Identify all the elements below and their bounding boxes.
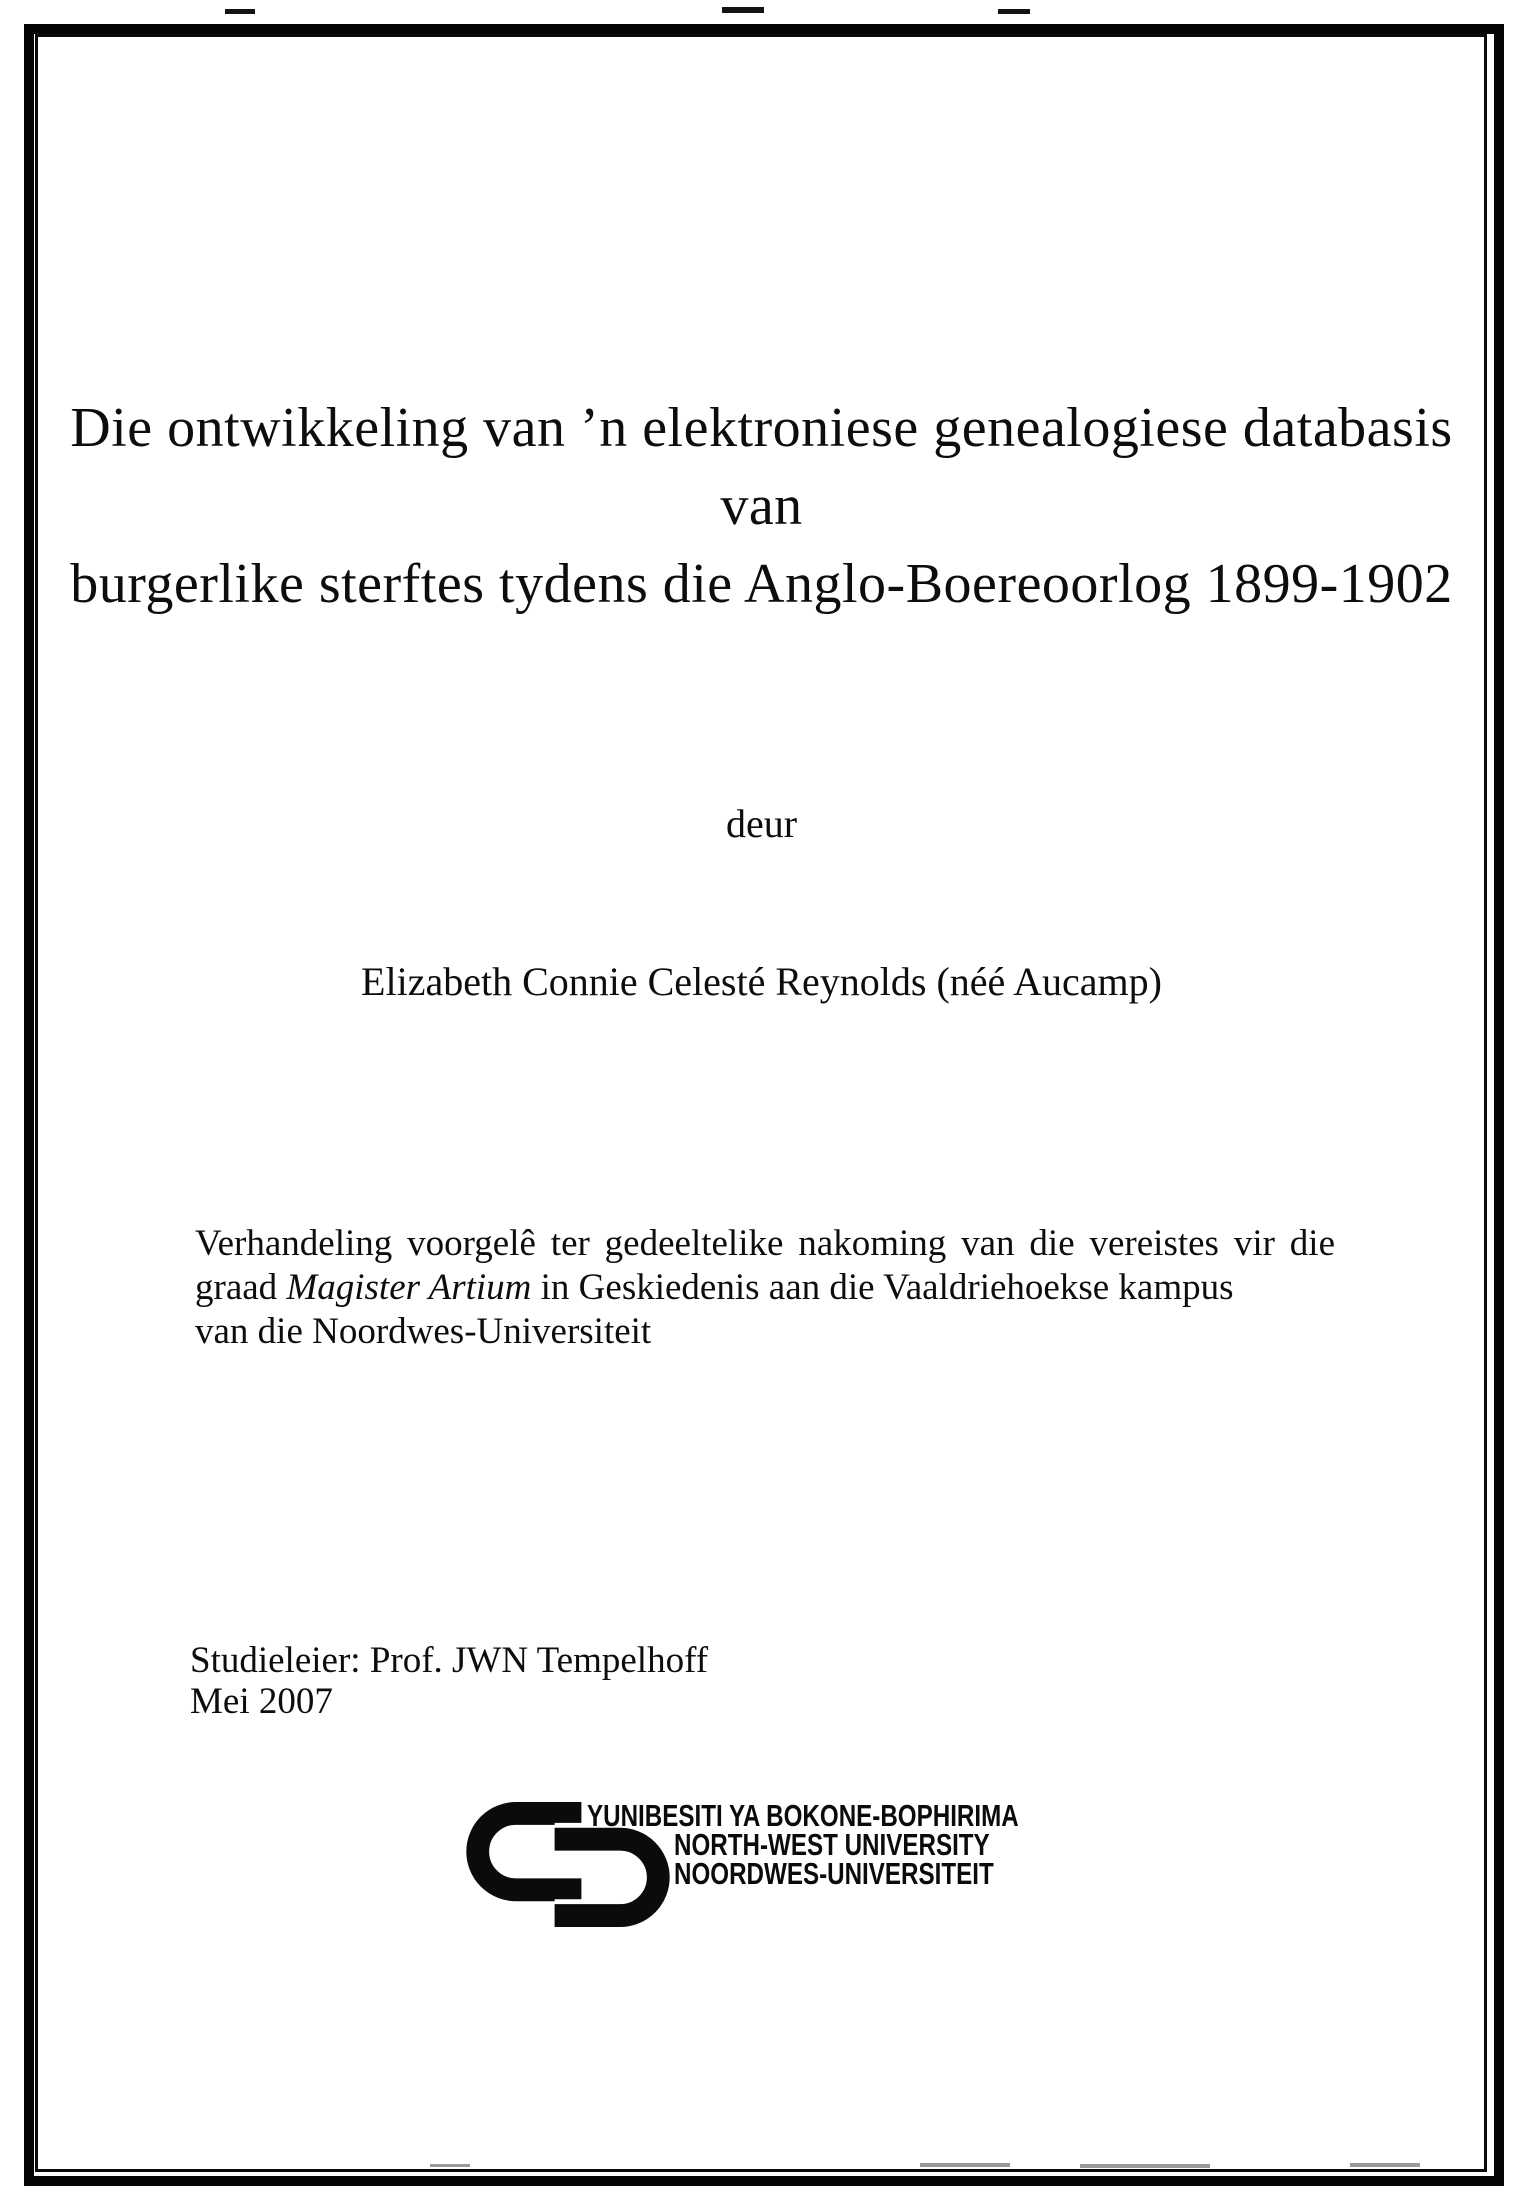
scan-artifact bbox=[998, 9, 1030, 14]
scan-artifact bbox=[722, 7, 764, 13]
submission-line-3: van die Noordwes-Universiteit bbox=[195, 1311, 652, 1352]
supervisor-line: Studieleier: Prof. JWN Tempelhoff bbox=[190, 1640, 709, 1681]
submission-line-2-prefix: graad bbox=[195, 1267, 287, 1308]
scan-artifact bbox=[225, 9, 255, 14]
author-name: Elizabeth Connie Celesté Reynolds (néé Aucamp) bbox=[361, 959, 1162, 1004]
submission-line-1: Verhandeling voorgelê ter gedeeltelike nakoming van die vereistes vir die bbox=[195, 1223, 1335, 1264]
university-name-setswana: YUNIBESITI YA BOKONE-BOPHIRIMA bbox=[587, 1798, 1019, 1833]
byline-label: deur bbox=[725, 801, 798, 846]
submission-line-2-suffix: in Geskiedenis aan die Vaaldriehoekse kampus bbox=[531, 1267, 1234, 1308]
university-name-afrikaans: NOORDWES-UNIVERSITEIT bbox=[674, 1856, 994, 1891]
submission-statement bbox=[195, 1222, 1335, 1354]
submission-line-2 bbox=[195, 1266, 1335, 1310]
thesis-title-line-2: burgerlike sterftes tydens die Anglo-Boereoorlog 1899-1902 bbox=[70, 553, 1453, 615]
degree-name-italic: Magister Artium bbox=[286, 1267, 532, 1308]
thesis-title bbox=[40, 389, 1483, 623]
date-line: Mei 2007 bbox=[190, 1681, 333, 1722]
supervisor-block bbox=[190, 1640, 708, 1722]
thesis-title-line-1: Die ontwikkeling van ’n elektroniese genealogiese databasis van bbox=[70, 397, 1453, 537]
university-name-english: NORTH-WEST UNIVERSITY bbox=[674, 1827, 990, 1862]
university-wordmark bbox=[587, 1798, 1140, 1891]
